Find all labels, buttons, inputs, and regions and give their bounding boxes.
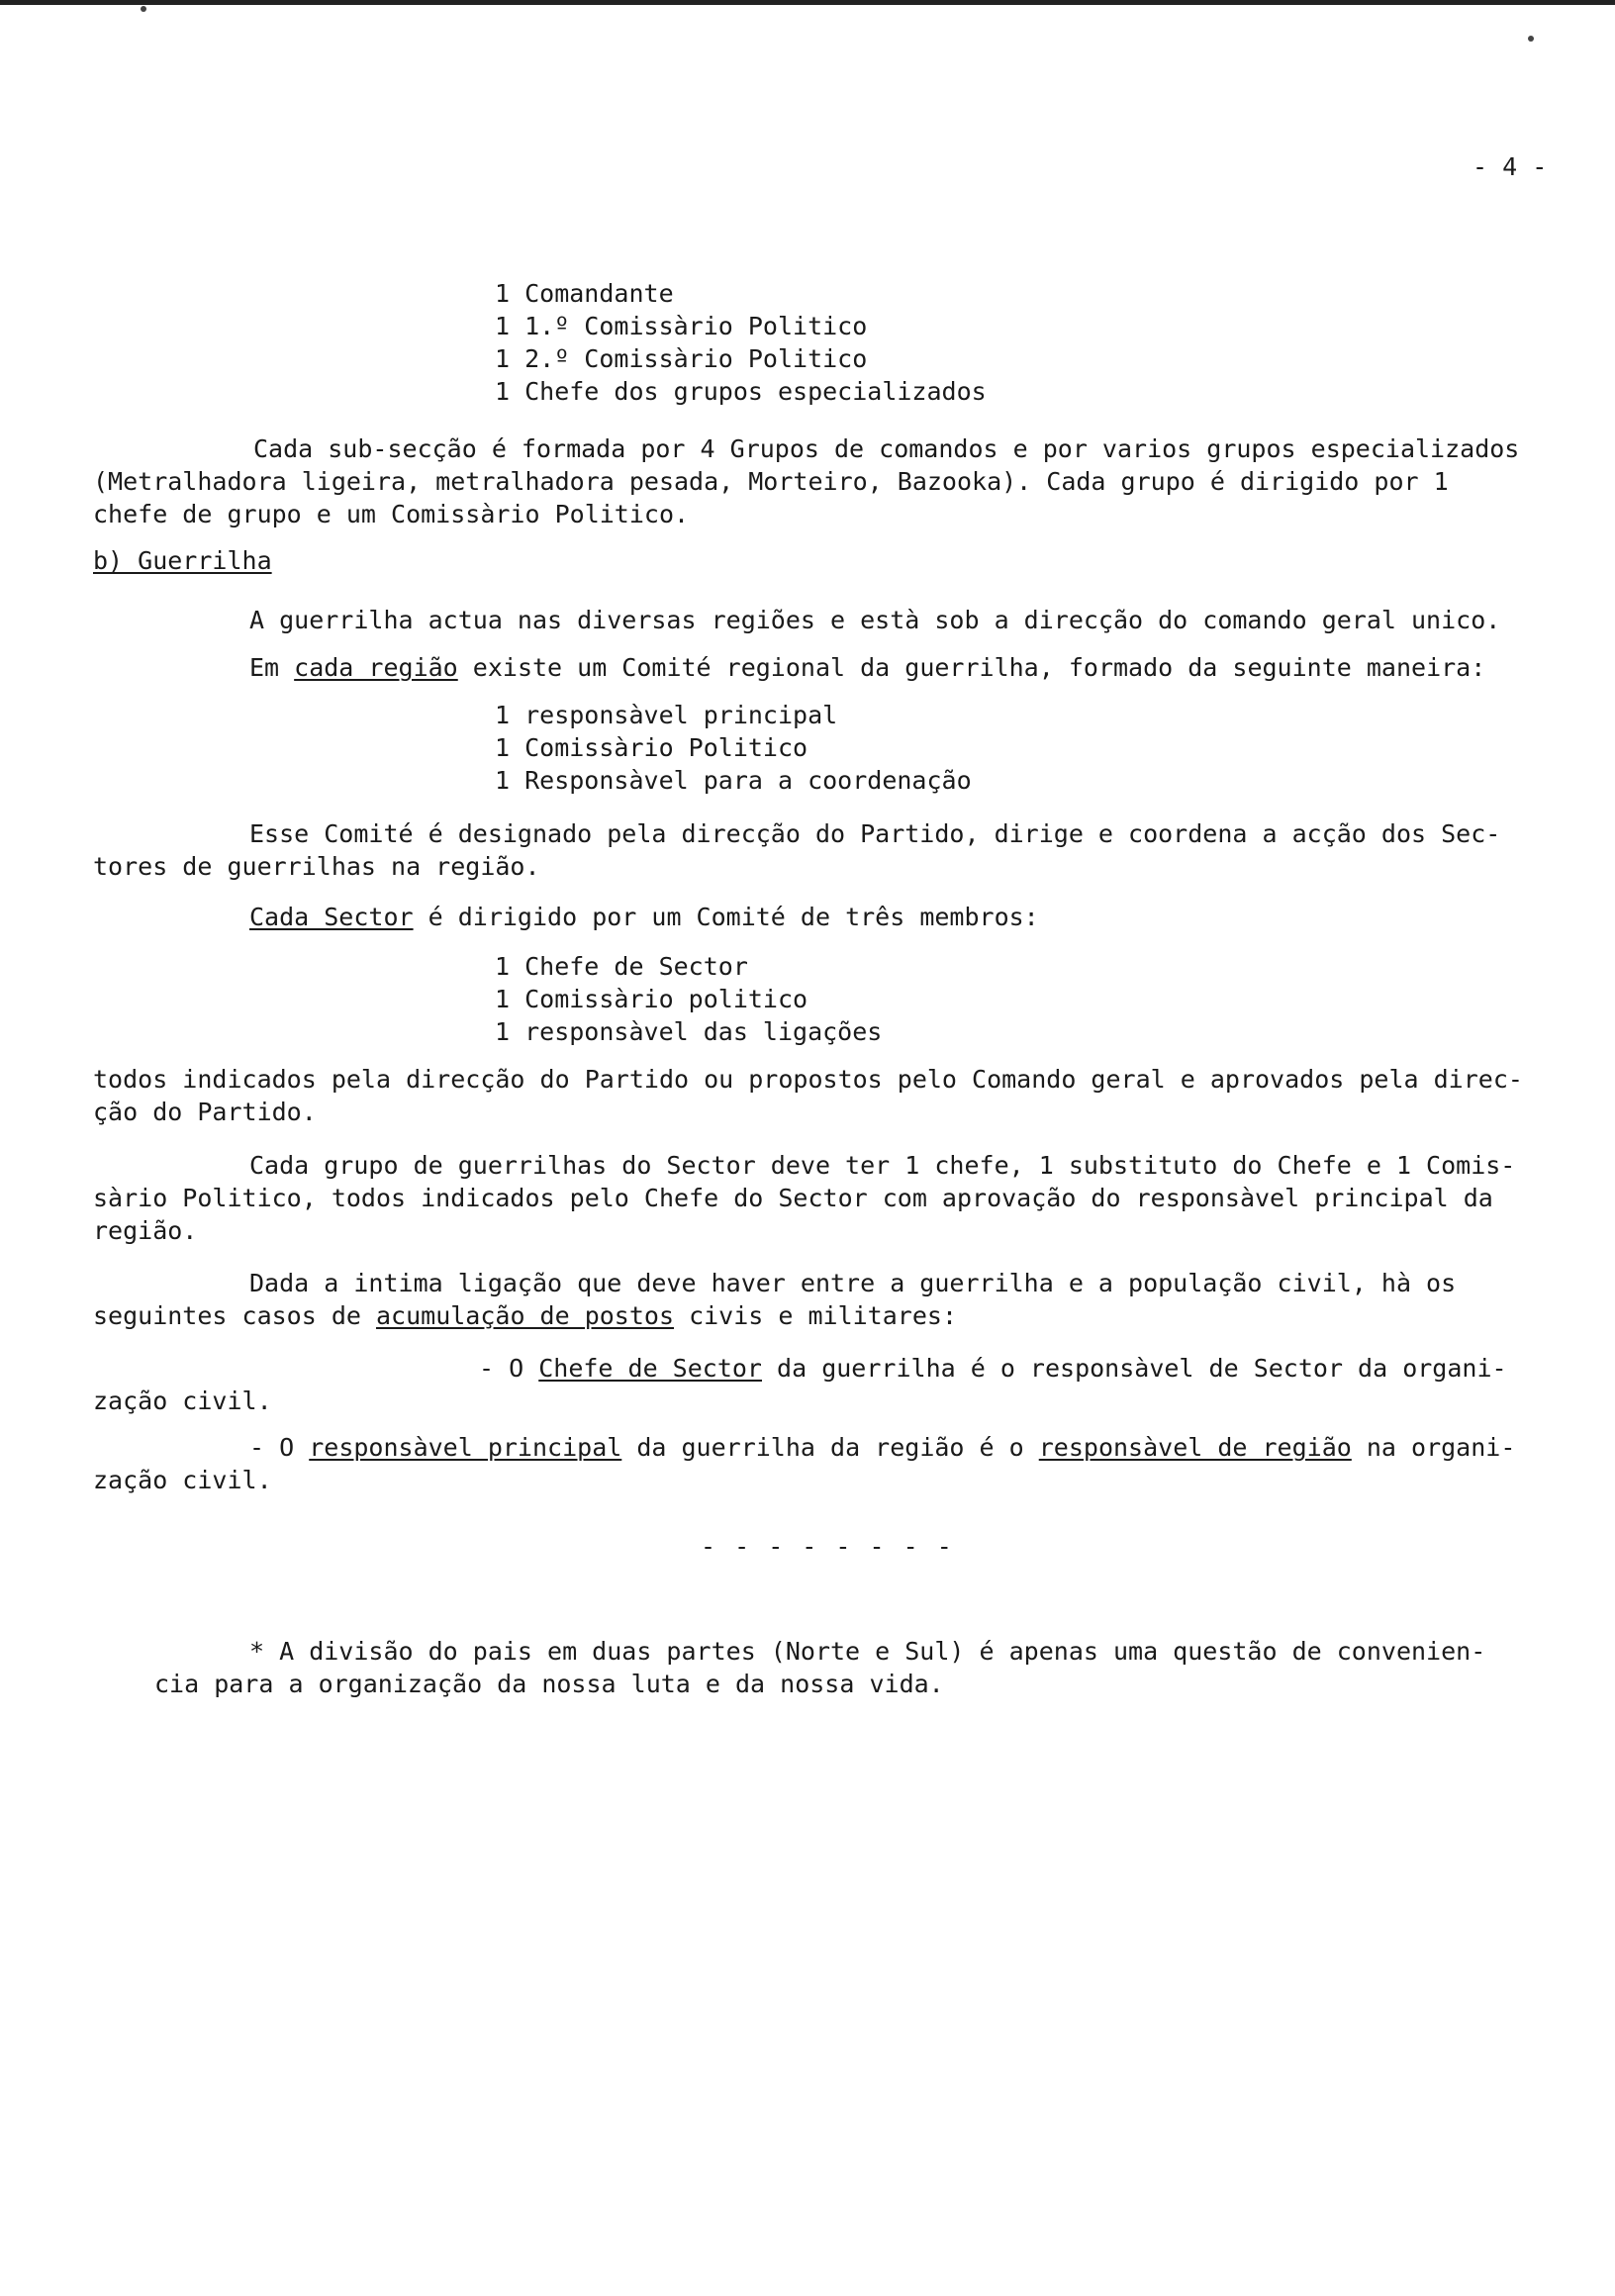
paragraph-line: zação civil. [93, 1387, 272, 1415]
paragraph-line: (Metralhadora ligeira, metralhadora pesada, Morteiro, Bazooka). Cada grupo é dirigido por 1 [93, 467, 1449, 496]
section-heading: b) Guerrilha [93, 546, 272, 575]
paragraph-line: chefe de grupo e um Comissàrio Politico. [93, 500, 690, 528]
list-item: 1 Comissàrio politico [495, 985, 808, 1013]
paragraph-line: sàrio Politico, todos indicados pelo Chefe do Sector com aprovação do responsàvel principal da [93, 1184, 1493, 1212]
list-item: 1 Comissàrio Politico [495, 733, 808, 762]
paragraph-line: região. [93, 1216, 198, 1245]
list-item: 1 1.º Comissàrio Politico [495, 312, 868, 340]
list-item: 1 Responsàvel para a coordenação [495, 766, 972, 795]
paragraph-line: zação civil. [93, 1466, 272, 1494]
separator-dashes: - - - - - - - - [701, 1532, 954, 1561]
paragraph-line: Em cada região existe um Comité regional da guerrilha, formado da seguinte maneira: [249, 653, 1486, 682]
paragraph-line: ção do Partido. [93, 1098, 317, 1126]
paragraph-line: seguintes casos de acumulação de postos civis e militares: [93, 1301, 957, 1330]
paragraph-line: Cada sub-secção é formada por 4 Grupos de comandos e por varios grupos especializados [253, 434, 1520, 463]
paragraph-line: Esse Comité é designado pela direcção do Partido, dirige e coordena a acção dos Sec- [249, 819, 1501, 848]
paragraph-line: Cada grupo de guerrilhas do Sector deve ter 1 chefe, 1 substituto do Chefe e 1 Comis- [249, 1151, 1516, 1180]
footnote-line: * A divisão do pais em duas partes (Norte e Sul) é apenas uma questão de convenien- [249, 1637, 1486, 1666]
list-item: 1 2.º Comissàrio Politico [495, 344, 868, 373]
sector-list [495, 950, 882, 1048]
paragraph-line: - O responsàvel principal da guerrilha da região é o responsàvel de região na organi- [249, 1433, 1516, 1462]
committee-list [495, 699, 972, 797]
paragraph-line: - O Chefe de Sector da guerrilha é o responsàvel de Sector da organi- [479, 1354, 1507, 1383]
list-item: 1 responsàvel principal [495, 701, 838, 729]
paragraph-line: todos indicados pela direcção do Partido ou propostos pelo Comando geral e aprovados pela direc- [93, 1065, 1523, 1094]
scan-speck [141, 6, 146, 12]
list-item: 1 Comandante [495, 279, 674, 308]
paragraph-line: Dada a intima ligação que deve haver entre a guerrilha e a população civil, hà os [249, 1269, 1457, 1297]
paragraph-line: tores de guerrilhas na região. [93, 852, 540, 881]
list-item: 1 Chefe de Sector [495, 952, 748, 981]
scan-speck [1528, 36, 1534, 42]
paragraph-line: A guerrilha actua nas diversas regiões e està sob a direcção do comando geral unico. [249, 606, 1501, 634]
page-number: - 4 - [1472, 152, 1548, 181]
list-item: 1 Chefe dos grupos especializados [495, 377, 987, 406]
top-edge-rule [0, 0, 1615, 5]
list-item: 1 responsàvel das ligações [495, 1017, 883, 1046]
footnote-line: cia para a organização da nossa luta e da nossa vida. [154, 1670, 944, 1698]
command-list [495, 277, 987, 408]
paragraph-line: Cada Sector é dirigido por um Comité de três membros: [249, 903, 1039, 931]
